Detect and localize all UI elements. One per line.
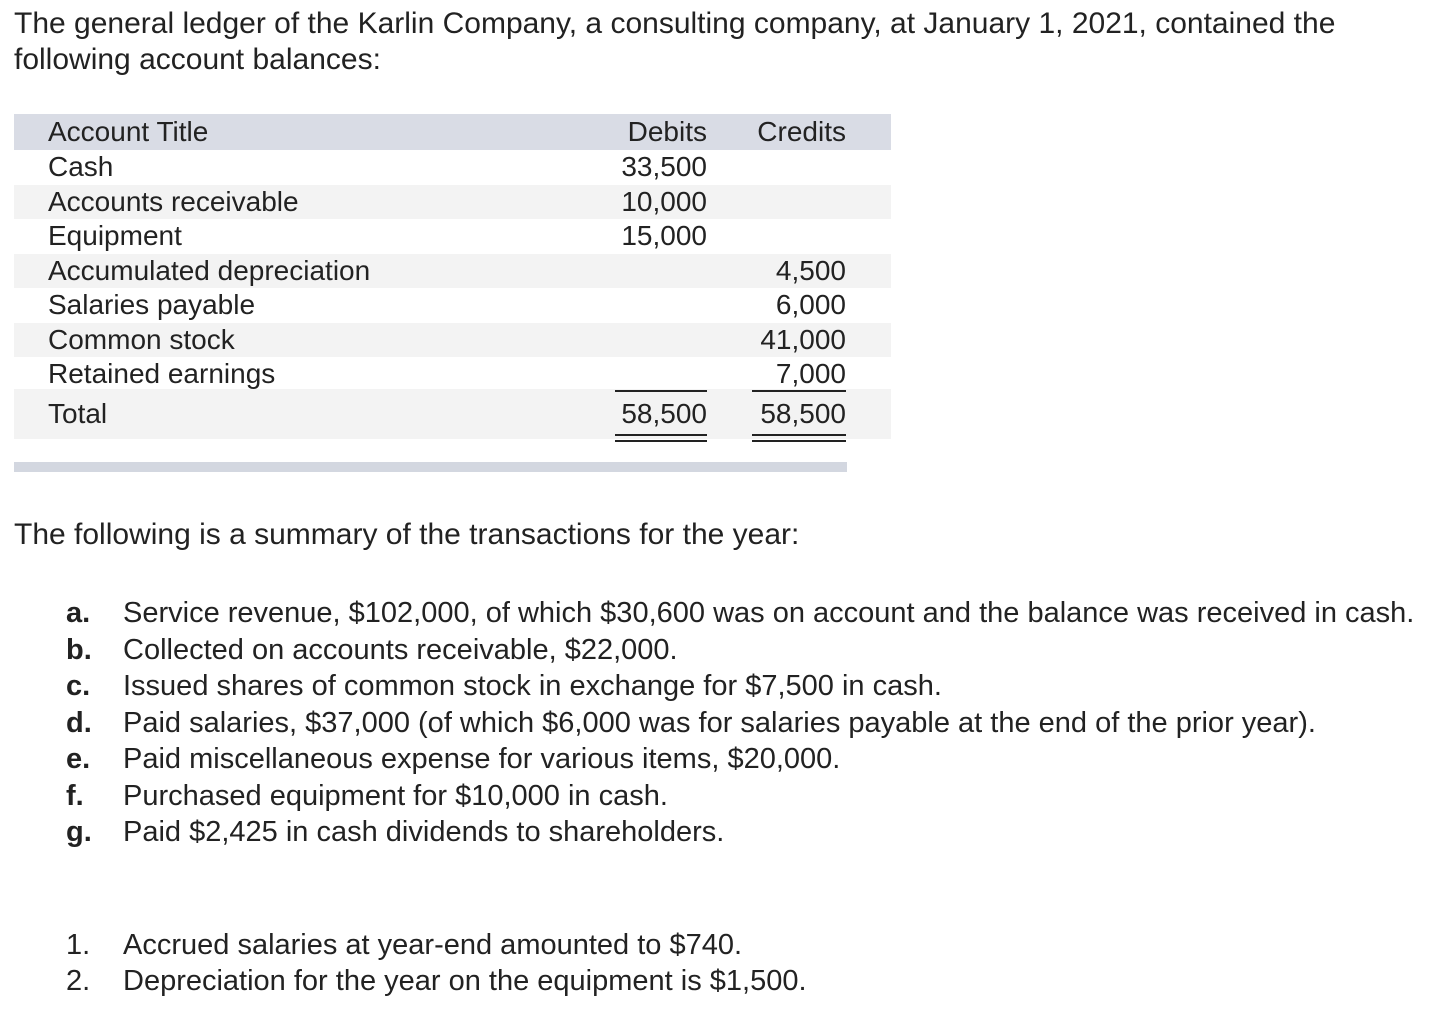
list-item (66, 668, 1426, 705)
item-text: Purchased equipment for $10,000 in cash. (123, 779, 668, 812)
debit-value: 10,000 (621, 185, 707, 217)
list-item (66, 741, 1426, 778)
total-credit: 58,500 (760, 398, 846, 429)
item-text: Paid $2,425 in cash dividends to shareholders. (123, 816, 725, 848)
ledger-total-row (14, 389, 891, 439)
credit-total-double-rule (752, 434, 846, 442)
account-title: Retained earnings (48, 358, 276, 389)
header-debits: Debits (627, 116, 707, 147)
item-text: Service revenue, $102,000, of which $30,600 was on account and the balance was received in cash. (123, 597, 1415, 629)
item-text: Paid salaries, $37,000 (of which $6,000 was for salaries payable at the end of the prior year). (123, 706, 1316, 739)
ledger-header-row (14, 114, 891, 150)
debit-value: 33,500 (621, 151, 707, 182)
debit-total-double-rule (615, 434, 707, 442)
credit-subtotal-rule (752, 390, 846, 392)
account-title: Accounts receivable (48, 185, 299, 217)
account-title: Equipment (48, 220, 182, 251)
item-text: Depreciation for the year on the equipment is $1,500. (123, 965, 807, 997)
list-item (66, 595, 1426, 632)
item-letter: c. (66, 670, 91, 702)
adjustments-list (66, 927, 1366, 999)
account-title: Salaries payable (48, 289, 256, 320)
item-letter: f. (66, 779, 84, 812)
ledger-row (14, 150, 891, 185)
list-item (66, 778, 1426, 815)
transactions-list (66, 595, 1426, 851)
ledger-row (14, 357, 891, 389)
item-letter: e. (66, 743, 91, 775)
list-item (66, 632, 1426, 669)
item-number: 1. (66, 929, 91, 961)
ledger-row (14, 323, 891, 358)
item-letter: a. (66, 597, 91, 629)
header-credits: Credits (757, 116, 846, 147)
ledger-row (14, 185, 891, 220)
summary-intro: The following is a summary of the transactions for the year: (14, 518, 800, 551)
ledger-row (14, 219, 891, 254)
ledger-row (14, 254, 891, 289)
item-letter: d. (66, 706, 92, 739)
debit-value: 15,000 (621, 220, 707, 251)
item-text: Issued shares of common stock in exchange for $7,500 in cash. (123, 670, 942, 702)
item-letter: g. (66, 816, 92, 848)
item-letter: b. (66, 633, 92, 666)
item-text: Paid miscellaneous expense for various items, $20,000. (123, 743, 841, 775)
credit-value: 41,000 (760, 323, 846, 355)
header-account-title: Account Title (48, 116, 209, 147)
list-item (66, 963, 1366, 999)
account-title: Common stock (48, 323, 235, 355)
account-title: Accumulated depreciation (48, 254, 371, 286)
table-bottom-bar (14, 462, 847, 472)
ledger-table (14, 114, 891, 439)
intro-paragraph: The general ledger of the Karlin Company, a consulting company, at January 1, 2021, contained the following account balances: (14, 7, 1336, 76)
debit-subtotal-rule (615, 390, 707, 392)
account-title: Cash (48, 151, 114, 182)
item-number: 2. (66, 965, 91, 997)
ledger-row (14, 288, 891, 323)
credit-value: 4,500 (775, 254, 846, 286)
total-debit: 58,500 (621, 398, 707, 429)
list-item (66, 814, 1426, 851)
item-text: Collected on accounts receivable, $22,000. (123, 633, 678, 666)
list-item (66, 927, 1366, 963)
credit-value: 7,000 (775, 358, 846, 389)
credit-value: 6,000 (775, 289, 846, 320)
list-item (66, 705, 1426, 742)
total-label: Total (48, 398, 108, 429)
item-text: Accrued salaries at year-end amounted to $740. (123, 929, 743, 961)
